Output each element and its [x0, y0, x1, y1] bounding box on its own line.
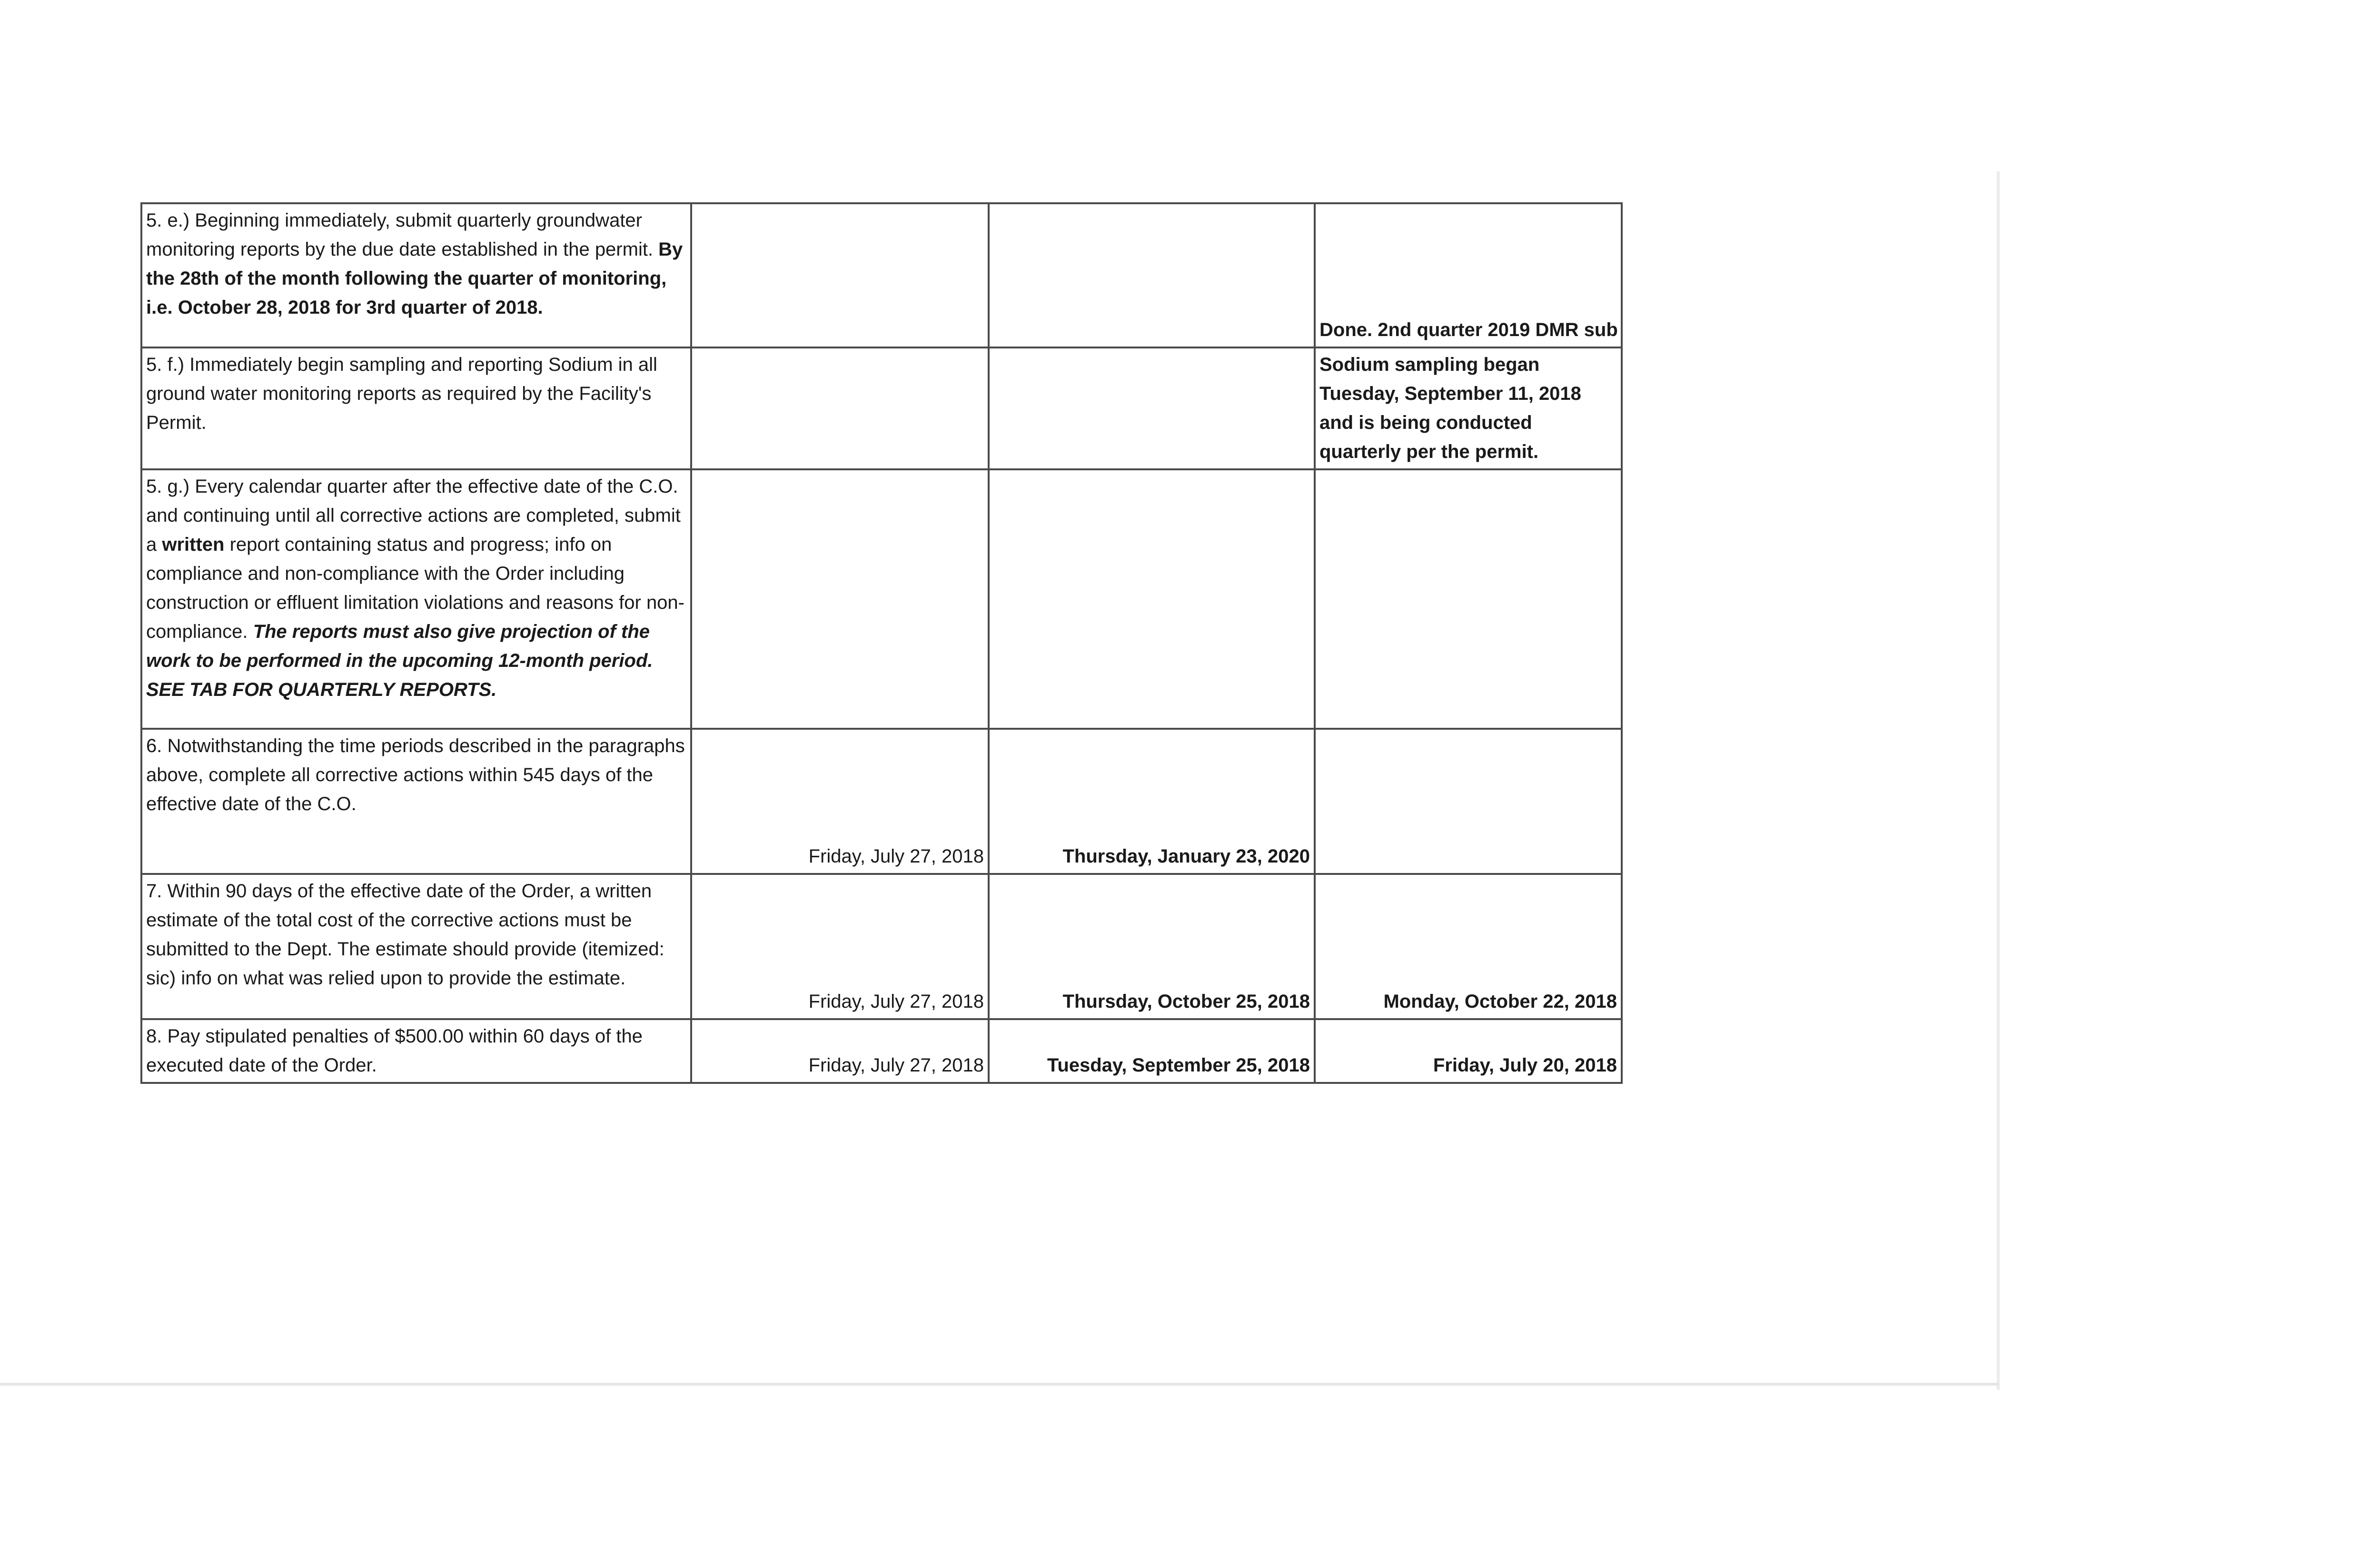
due-date-cell: Thursday, January 23, 2020 [989, 729, 1315, 874]
requirement-text: By the 28th of the month following the quarter of monitoring, i.e. October 28, 2018 for 3rd quarter of 2018. [146, 239, 683, 318]
table-row [141, 729, 1622, 874]
table-row [141, 1019, 1622, 1083]
status-cell: Monday, October 22, 2018 [1315, 874, 1622, 1019]
requirement-text: report containing status and progress; info on compliance and non-compliance with the Order including construction or effluent limitation violations and reasons for non-compliance. [146, 534, 684, 642]
requirement-text: 5. f.) Immediately begin sampling and reporting Sodium in all ground water monitoring reports as required by the Facility's Permit. [146, 354, 657, 433]
status-cell: Sodium sampling began Tuesday, September 11, 2018 and is being conducted quarterly per the permit. [1315, 347, 1622, 469]
due-date-cell [989, 203, 1315, 347]
due-date-cell: Thursday, October 25, 2018 [989, 874, 1315, 1019]
requirement-cell [141, 729, 691, 874]
compliance-table [140, 202, 1623, 1084]
status-cell: Done. 2nd quarter 2019 DMR sub [1315, 203, 1622, 347]
requirement-cell [141, 347, 691, 469]
table-row [141, 347, 1622, 469]
status-cell [1315, 469, 1622, 729]
start-date-cell [691, 347, 989, 469]
start-date-cell [691, 203, 989, 347]
requirement-text: 6. Notwithstanding the time periods described in the paragraphs above, complete all corrective actions within 545 days of the effective date of the C.O. [146, 735, 685, 814]
requirement-cell [141, 1019, 691, 1083]
requirement-text: 5. e.) Beginning immediately, submit quarterly groundwater monitoring reports by the due date established in the permit. [146, 210, 659, 260]
page-edge-right [1997, 171, 2000, 1390]
due-date-cell [989, 469, 1315, 729]
requirement-text: 5. g.) Every calendar quarter after the effective date of the C.O. and continuing until all corrective actions are completed, submit a [146, 476, 681, 555]
requirement-cell [141, 874, 691, 1019]
requirement-cell [141, 469, 691, 729]
table-row [141, 469, 1622, 729]
requirement-text: The reports must also give projection of the work to be performed in the upcoming 12-month period. SEE TAB FOR QUARTERLY REPORTS. [146, 621, 653, 700]
due-date-cell [989, 347, 1315, 469]
status-cell: Friday, July 20, 2018 [1315, 1019, 1622, 1083]
table-row [141, 203, 1622, 347]
table-row [141, 874, 1622, 1019]
due-date-cell: Tuesday, September 25, 2018 [989, 1019, 1315, 1083]
requirement-text: 7. Within 90 days of the effective date of the Order, a written estimate of the total cost of the corrective actions must be submitted to the Dept. The estimate should provide (itemized: sic) info on what was relied upon to provide the estimate. [146, 881, 664, 989]
page-edge-bottom [0, 1383, 1999, 1386]
start-date-cell: Friday, July 27, 2018 [691, 874, 989, 1019]
requirement-text: written [162, 534, 225, 555]
start-date-cell [691, 469, 989, 729]
requirement-text: 8. Pay stipulated penalties of $500.00 within 60 days of the executed date of the Order. [146, 1026, 643, 1076]
start-date-cell: Friday, July 27, 2018 [691, 1019, 989, 1083]
status-cell [1315, 729, 1622, 874]
requirement-cell [141, 203, 691, 347]
start-date-cell: Friday, July 27, 2018 [691, 729, 989, 874]
